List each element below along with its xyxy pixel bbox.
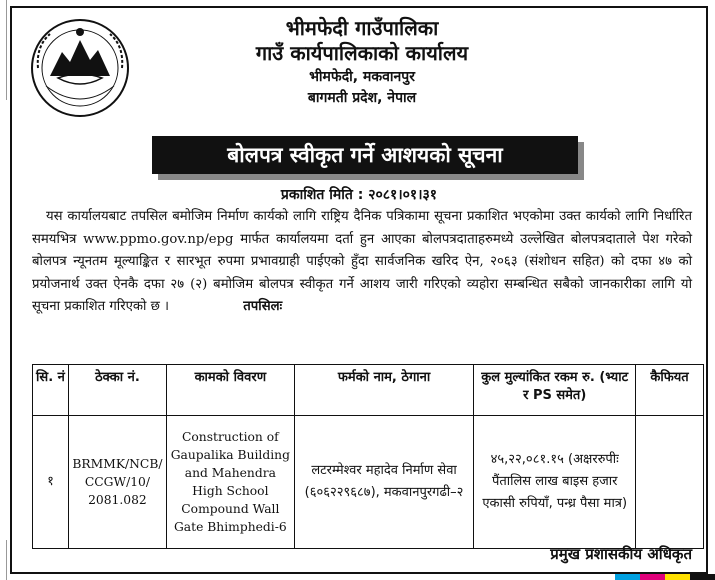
color-swatch <box>690 574 715 580</box>
color-swatch <box>615 574 640 580</box>
cell-amount: ४५,२२,०८१.१५ (अक्षररुपीः पैंतालिस लाख बाइस हजार एकासी रुपियाँ, पन्ध्र पैसा मात्र) <box>474 416 636 549</box>
notice-title-banner: बोलपत्र स्वीकृत गर्ने आशयको सूचना <box>152 136 578 174</box>
col-header-firm: फर्मको नाम, ठेगाना <box>294 365 474 416</box>
col-header-contract-no: ठेक्का नं. <box>68 365 166 416</box>
cell-serial: १ <box>33 416 69 549</box>
table-row <box>33 416 704 549</box>
office-name: गाउँ कार्यपालिकाको कार्यालय <box>255 41 469 65</box>
cell-firm: लटरम्मेश्वर महादेव निर्माण सेवा (६०६२२९६८७), मकवानपुरगढी–२ <box>294 416 474 549</box>
municipality-emblem-icon <box>28 16 132 120</box>
print-color-bar <box>615 574 715 580</box>
col-header-remarks: कैफियत <box>636 365 704 416</box>
municipality-name: भीमफेदी गाउँपालिका <box>285 16 439 40</box>
color-swatch <box>640 574 665 580</box>
notice-body <box>32 206 692 319</box>
scan-edge-line <box>6 0 7 100</box>
publish-date: प्रकाशित मिति : २०८१।०१।३१ <box>280 187 438 203</box>
cell-remarks <box>636 416 704 549</box>
cell-description: Construction of Gaupalika Building and Mahendra High School Compound Wall Gate Bhimphedi-6 <box>166 416 294 549</box>
signatory-title: प्रमुख प्रशासकीय अधिकृत <box>550 545 692 563</box>
notice-document <box>10 6 708 574</box>
notice-paragraph: यस कार्यालयबाट तपसिल बमोजिम निर्माण कार्यको लागि राष्ट्रिय दैनिक पत्रिकामा सूचना प्रकाशित भएकोमा उक्त कार्यको लागि निर्धारित समयभित्र www.ppmo.gov.np/epg मार्फत कार्यालयमा दर्ता हुन आएका बोलपत्रदाताहरुमध्ये उल्लेखित बोलपत्रदाताले पेश गरेको बोलपत्र न्यूनतम मूल्याङ्कित र सारभूत रुपमा प्रभावग्राही पाईएको हुँदा सार्वजनिक खरिद ऐन, २०६३ (संशोधन सहित) को दफा ४७ को प्रयोजनार्थ उक्त ऐनकै दफा २७ (२) बमोजिम बोलपत्र स्वीकृत गर्ने आशय जारी गरिएको व्यहोरा सम्बन्धित सबैको जानकारीका लागि यो सूचना प्रकाशित गरिएको छ । <box>32 209 692 314</box>
col-header-description: कामको विवरण <box>166 365 294 416</box>
province-country: बागमती प्रदेश, नेपाल <box>307 90 417 106</box>
cell-contract-no: BRMMK/NCB/ CCGW/10/ 2081.082 <box>68 416 166 549</box>
scan-edge-line <box>6 540 7 580</box>
office-location: भीमफेदी, मकवानपुर <box>309 69 415 85</box>
table-header-row <box>33 365 704 416</box>
col-header-serial: सि. नं <box>33 365 69 416</box>
details-label: तपसिलः <box>243 299 283 314</box>
color-swatch <box>665 574 690 580</box>
office-header <box>142 16 582 108</box>
bid-details-table <box>32 364 704 549</box>
col-header-amount: कुल मुल्यांकित रकम रु. (भ्याट र PS समेत) <box>474 365 636 416</box>
